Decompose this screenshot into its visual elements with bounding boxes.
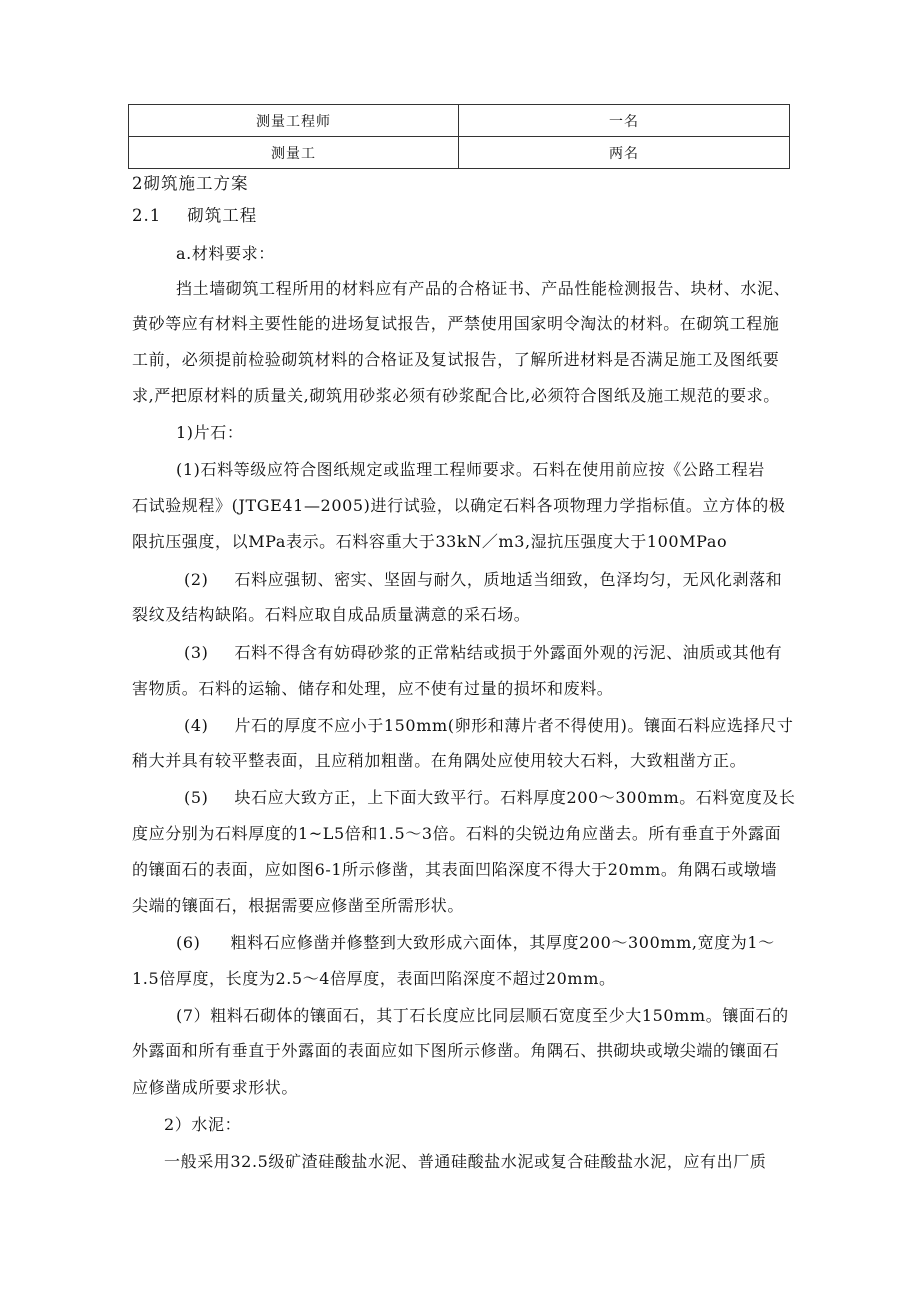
- paragraph-line: 稍大并具有较平整表面，且应稍加粗凿。在角隅处应使用较大石料，大致粗凿方正。: [132, 751, 747, 770]
- paragraph-line: 裂纹及结构缺陷。石料应取自成品质量满意的采石场。: [132, 605, 531, 624]
- clause-text: 块石应大致方正，上下面大致平行。石料厚度200～300mm。石料宽度及长: [234, 788, 796, 807]
- clause-first-line: [184, 570, 782, 590]
- table-row: [129, 137, 790, 169]
- paragraph-line: 应修凿成所要求形状。: [132, 1078, 299, 1097]
- subsection-label: a.材料要求：: [176, 244, 275, 263]
- clause-first-line: [176, 933, 775, 953]
- paragraph-line: 的镶面石的表面，应如图6-1所示修凿，其表面凹陷深度不得大于20mm。角隅石或墩墙: [132, 860, 778, 879]
- staff-table: [128, 104, 790, 169]
- paragraph-line: 一般采用32.5级矿渣硅酸盐水泥、普通硅酸盐水泥或复合硅酸盐水泥，应有出厂质: [164, 1152, 767, 1171]
- section-title: 砌筑工程: [187, 206, 258, 225]
- table-cell-count: 两名: [459, 137, 790, 169]
- clause-text: 粗料石应修凿并修整到大致形成六面体，其厚度200～300mm,宽度为1～: [230, 933, 775, 952]
- table-cell-role: 测量工: [129, 137, 459, 169]
- table-cell-count: 一名: [459, 105, 790, 137]
- section-number: 2.1: [132, 206, 162, 225]
- clause-first-line: [184, 716, 793, 736]
- paragraph-line: 1.5倍厚度，长度为2.5～4倍厚度，表面凹陷深度不超过20mm。: [132, 969, 616, 988]
- table-cell-role: 测量工程师: [129, 105, 459, 137]
- table-row: [129, 105, 790, 137]
- paragraph-line: 求,严把原材料的质量关,砌筑用砂浆必须有砂浆配合比,必须符合图纸及施工规范的要求。: [132, 386, 780, 405]
- clause-label: (3): [184, 643, 209, 662]
- clause-text: 石料不得含有妨碍砂浆的正常粘结或损于外露面外观的污泥、油质或其他有: [234, 643, 783, 662]
- paragraph-line: 外露面和所有垂直于外露面的表面应如下图所示修凿。角隅石、拱砌块或墩尖端的镶面石: [132, 1041, 780, 1060]
- clause-text: 石料应强韧、密实、坚固与耐久，质地适当细致，色泽均匀，无风化剥落和: [234, 570, 783, 589]
- section-heading-2-1: [132, 206, 257, 226]
- paragraph-line: (7）粗料石砌体的镶面石，其丁石长度应比同层顺石宽度至少大150mm。镶面石的: [176, 1006, 789, 1025]
- paragraph-line: (1)石料等级应符合图纸规定或监理工程师要求。石料在使用前应按《公路工程岩: [176, 460, 765, 479]
- paragraph-line: 工前，必须提前检验砌筑材料的合格证及复试报告，了解所进材料是否满足施工及图纸要: [132, 350, 780, 369]
- paragraph-line: 度应分别为石料厚度的1~L5倍和1.5～3倍。石料的尖锐边角应凿去。所有垂直于外露面: [132, 824, 782, 843]
- paragraph-line: 石试验规程》(JTGE41—2005)进行试验，以确定石料各项物理力学指标值。立方体的极: [132, 496, 786, 515]
- paragraph-line: 黄砂等应有材料主要性能的进场复试报告，严禁使用国家明令淘汰的材料。在砌筑工程施: [132, 314, 780, 333]
- clause-label: (6): [176, 933, 201, 952]
- paragraph-line: 尖端的镶面石，根据需要应修凿至所需形状。: [132, 896, 465, 915]
- paragraph-line: 害物质。石料的运输、储存和处理，应不使有过量的损坏和废料。: [132, 679, 614, 698]
- paragraph-line: 挡土墙砌筑工程所用的材料应有产品的合格证书、产品性能检测报告、块材、水泥、: [176, 279, 791, 298]
- clause-label: (4): [184, 716, 209, 735]
- section-heading-2: 2砌筑施工方案: [132, 174, 249, 193]
- paragraph-line: 限抗压强度，以MPa表示。石料容重大于33kN／m3,湿抗压强度大于100MPao: [132, 532, 728, 551]
- clause-label: (5): [184, 788, 209, 807]
- clause-first-line: [184, 788, 796, 808]
- clause-text: 片石的厚度不应小于150mm(卵形和薄片者不得使用)。镶面石料应选择尺寸: [234, 716, 794, 735]
- item-heading: 1)片石：: [176, 423, 244, 442]
- item-heading: 2）水泥：: [164, 1115, 242, 1134]
- clause-first-line: [184, 643, 782, 663]
- clause-label: (2): [184, 570, 209, 589]
